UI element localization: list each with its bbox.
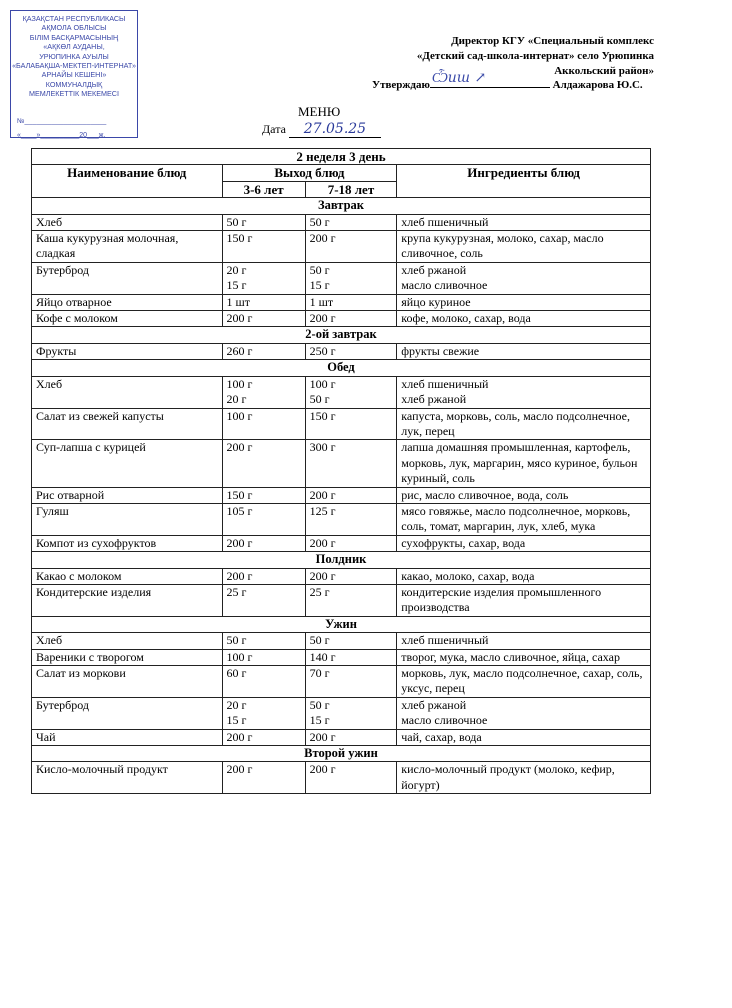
portion-3-6: 50 г	[222, 214, 305, 230]
dish-row	[32, 584, 651, 616]
col-age-7-18-header: 7-18 лет	[305, 181, 397, 197]
portion-7-18: 200 г	[305, 231, 397, 263]
portion-7-18: 300 г	[305, 440, 397, 487]
meal-section-row	[32, 198, 651, 214]
meal-section-title: Ужин	[32, 616, 651, 632]
ingredients: кондитерские изделия промышленного производства	[397, 584, 651, 616]
dish-row	[32, 294, 651, 310]
meal-section-row	[32, 746, 651, 762]
menu-table	[31, 148, 651, 794]
ingredients: хлеб пшеничный	[397, 633, 651, 649]
dish-row	[32, 666, 651, 698]
dish-name: Хлеб	[32, 633, 223, 649]
portion-7-18: 100 г 50 г	[305, 376, 397, 408]
ingredients: крупа кукурузная, молоко, сахар, масло сливочное, соль	[397, 231, 651, 263]
week-day-header: 2 неделя 3 день	[32, 149, 651, 165]
portion-7-18: 250 г	[305, 343, 397, 359]
ingredients: морковь, лук, масло подсолнечное, сахар, соль, уксус, перец	[397, 666, 651, 698]
signature-scribble: Ѽиш ↗	[431, 70, 487, 86]
portion-7-18: 50 г	[305, 214, 397, 230]
stamp-line: «БАЛАБАҚША-МЕКТЕП-ИНТЕРНАТ»	[12, 61, 136, 71]
stamp-line: КОММУНАЛДЫҚ	[45, 79, 103, 89]
director-name: Алдажарова Ю.С.	[552, 79, 643, 91]
dish-name: Фрукты	[32, 343, 223, 359]
portion-3-6: 105 г	[222, 503, 305, 535]
portion-7-18: 1 шт	[305, 294, 397, 310]
dish-name: Бутерброд	[32, 262, 223, 294]
portion-3-6: 150 г	[222, 487, 305, 503]
portion-7-18: 200 г	[305, 311, 397, 327]
stamp-line: ҚАЗАҚСТАН РЕСПУБЛИКАСЫ	[22, 14, 126, 23]
dish-name: Компот из сухофруктов	[32, 535, 223, 551]
stamp-line: МЕМЛЕКЕТТІК МЕКЕМЕСІ	[29, 89, 119, 99]
dish-row	[32, 487, 651, 503]
portion-7-18: 200 г	[305, 762, 397, 794]
dish-name: Какао с молоком	[32, 568, 223, 584]
meal-section-row	[32, 327, 651, 343]
dish-row	[32, 311, 651, 327]
portion-7-18: 25 г	[305, 584, 397, 616]
signature	[430, 70, 550, 88]
ingredients: какао, молоко, сахар, вода	[397, 568, 651, 584]
portion-3-6: 100 г 20 г	[222, 376, 305, 408]
dish-row	[32, 231, 651, 263]
stamp-line: БІЛІМ БАСҚАРМАСЫНЫҢ	[29, 32, 119, 42]
dish-name: Рис отварной	[32, 487, 223, 503]
stamp-line: АҚМОЛА ОБЛЫСЫ	[41, 23, 107, 33]
ingredients: фрукты свежие	[397, 343, 651, 359]
dish-row	[32, 535, 651, 551]
portion-3-6: 200 г	[222, 440, 305, 487]
dish-row	[32, 343, 651, 359]
dish-name: Салат из свежей капусты	[32, 408, 223, 440]
col-ingredients-header: Ингредиенты блюд	[397, 165, 651, 198]
dish-name: Гуляш	[32, 503, 223, 535]
portion-3-6: 50 г	[222, 633, 305, 649]
portion-3-6: 200 г	[222, 568, 305, 584]
portion-3-6: 150 г	[222, 231, 305, 263]
dish-row	[32, 408, 651, 440]
portion-3-6: 20 г 15 г	[222, 697, 305, 729]
portion-3-6: 100 г	[222, 649, 305, 665]
dish-row	[32, 633, 651, 649]
dish-name: Хлеб	[32, 376, 223, 408]
portion-3-6: 1 шт	[222, 294, 305, 310]
dish-name: Хлеб	[32, 214, 223, 230]
dish-name: Кисло-молочный продукт	[32, 762, 223, 794]
portion-3-6: 60 г	[222, 666, 305, 698]
ingredients: мясо говяжье, масло подсолнечное, морковь, соль, томат, маргарин, лук, хлеб, мука	[397, 503, 651, 535]
date-value: 27.05.25	[289, 121, 381, 138]
portion-7-18: 140 г	[305, 649, 397, 665]
meal-section-title: Полдник	[32, 552, 651, 568]
portion-7-18: 200 г	[305, 568, 397, 584]
portion-3-6: 260 г	[222, 343, 305, 359]
col-output-header: Выход блюд	[222, 165, 397, 181]
date-label: Дата	[262, 122, 286, 136]
approval-line-1: Директор КГУ «Специальный комплекс	[451, 35, 654, 47]
date-row	[262, 121, 381, 138]
dish-row	[32, 649, 651, 665]
stamp-date-field: «____»__________20___ж.	[17, 132, 106, 139]
portion-7-18: 70 г	[305, 666, 397, 698]
portion-3-6: 200 г	[222, 311, 305, 327]
ingredients: творог, мука, масло сливочное, яйца, сахар	[397, 649, 651, 665]
dish-name: Бутерброд	[32, 697, 223, 729]
portion-7-18: 50 г 15 г	[305, 697, 397, 729]
meal-section-title: 2-ой завтрак	[32, 327, 651, 343]
approval-line-3: Аккольский район»	[554, 65, 654, 77]
dish-row	[32, 568, 651, 584]
approve-label: Утверждаю	[372, 79, 430, 91]
ingredients: хлеб ржаной масло сливочное	[397, 262, 651, 294]
portion-3-6: 20 г 15 г	[222, 262, 305, 294]
ingredients: капуста, морковь, соль, масло подсолнечное, лук, перец	[397, 408, 651, 440]
ingredients: сухофрукты, сахар, вода	[397, 535, 651, 551]
meal-section-title: Завтрак	[32, 198, 651, 214]
col-name-header: Наименование блюд	[32, 165, 223, 198]
portion-7-18: 125 г	[305, 503, 397, 535]
portion-3-6: 100 г	[222, 408, 305, 440]
dish-row	[32, 262, 651, 294]
stamp-line: АРНАЙЫ КЕШЕНІ»	[41, 70, 107, 80]
portion-7-18: 200 г	[305, 535, 397, 551]
dish-name: Салат из моркови	[32, 666, 223, 698]
dish-row	[32, 697, 651, 729]
col-age-3-6-header: 3-6 лет	[222, 181, 305, 197]
dish-name: Суп-лапша с курицей	[32, 440, 223, 487]
portion-3-6: 200 г	[222, 762, 305, 794]
ingredients: лапша домашняя промышленная, картофель, морковь, лук, маргарин, мясо куриное, бульон куриный, соль	[397, 440, 651, 487]
dish-row	[32, 214, 651, 230]
portion-3-6: 25 г	[222, 584, 305, 616]
dish-row	[32, 440, 651, 487]
ingredients: яйцо куриное	[397, 294, 651, 310]
portion-7-18: 200 г	[305, 729, 397, 745]
portion-7-18: 50 г	[305, 633, 397, 649]
portion-7-18: 200 г	[305, 487, 397, 503]
portion-3-6: 200 г	[222, 535, 305, 551]
meal-section-row	[32, 360, 651, 376]
dish-name: Вареники с творогом	[32, 649, 223, 665]
dish-name: Чай	[32, 729, 223, 745]
stamp-number-field: №_____________________	[17, 118, 107, 125]
ingredients: чай, сахар, вода	[397, 729, 651, 745]
dish-row	[32, 729, 651, 745]
portion-7-18: 150 г	[305, 408, 397, 440]
ingredients: хлеб ржаной масло сливочное	[397, 697, 651, 729]
stamp-line: «АҚКӨЛ АУДАНЫ,	[43, 42, 105, 52]
dish-name: Яйцо отварное	[32, 294, 223, 310]
ingredients: кисло-молочный продукт (молоко, кефир, йогурт)	[397, 762, 651, 794]
stamp-text	[11, 14, 137, 99]
dish-name: Кофе с молоком	[32, 311, 223, 327]
ingredients: хлеб пшеничный хлеб ржаной	[397, 376, 651, 408]
dish-row	[32, 376, 651, 408]
meal-section-title: Второй ужин	[32, 746, 651, 762]
ingredients: хлеб пшеничный	[397, 214, 651, 230]
meal-section-title: Обед	[32, 360, 651, 376]
menu-body	[32, 198, 651, 794]
official-stamp	[10, 10, 138, 138]
dish-row	[32, 503, 651, 535]
dish-name: Каша кукурузная молочная, сладкая	[32, 231, 223, 263]
ingredients: кофе, молоко, сахар, вода	[397, 311, 651, 327]
stamp-line: УРЮПИНКА АУЫЛЫ	[39, 51, 109, 61]
meal-section-row	[32, 552, 651, 568]
portion-7-18: 50 г 15 г	[305, 262, 397, 294]
dish-row	[32, 762, 651, 794]
portion-3-6: 200 г	[222, 729, 305, 745]
ingredients: рис, масло сливочное, вода, соль	[397, 487, 651, 503]
dish-name: Кондитерские изделия	[32, 584, 223, 616]
meal-section-row	[32, 616, 651, 632]
approval-line-2: «Детский сад-школа-интернат» село Урюпинка	[416, 50, 654, 62]
page-title: МЕНЮ	[298, 104, 341, 119]
